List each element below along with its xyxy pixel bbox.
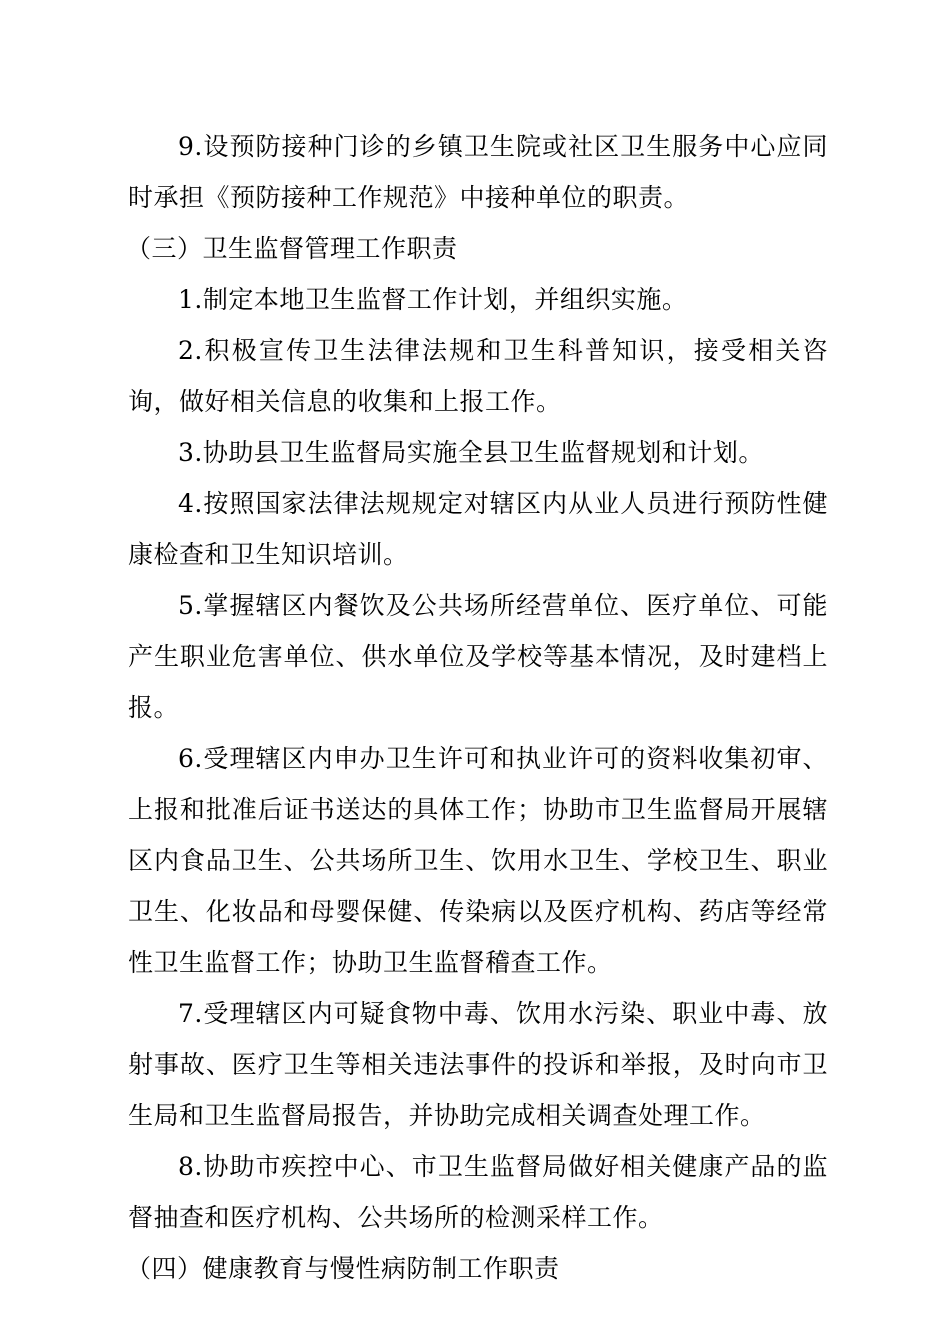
paragraph-item-4: 4.按照国家法律法规规定对辖区内从业人员进行预防性健康检查和卫生知识培训。 [128, 489, 828, 569]
paragraph-item-5: 5.掌握辖区内餐饮及公共场所经营单位、医疗单位、可能产生职业危害单位、供水单位及学校等基本情况，及时建档上报。 [128, 591, 828, 722]
paragraph-item-8: 8.协助市疾控中心、市卫生监督局做好相关健康产品的监督抽查和医疗机构、公共场所的检测采样工作。 [128, 1152, 828, 1232]
paragraph-item-1: 1.制定本地卫生监督工作计划，并组织实施。 [178, 285, 688, 314]
document-body [128, 121, 828, 1294]
paragraph-item-6: 6.受理辖区内申办卫生许可和执业许可的资料收集初审、上报和批准后证书送达的具体工作；协助市卫生监督局开展辖区内食品卫生、公共场所卫生、饮用水卫生、学校卫生、职业卫生、化妆品和母婴保健、传染病以及医疗机构、药店等经常性卫生监督工作；协助卫生监督稽查工作。 [128, 744, 828, 977]
section-heading-3: （三）卫生监督管理工作职责 [126, 234, 458, 263]
paragraph-item-2: 2.积极宣传卫生法律法规和卫生科普知识，接受相关咨询，做好相关信息的收集和上报工作。 [128, 336, 828, 416]
paragraph-item-7: 7.受理辖区内可疑食物中毒、饮用水污染、职业中毒、放射事故、医疗卫生等相关违法事件的投诉和举报，及时向市卫生局和卫生监督局报告，并协助完成相关调查处理工作。 [128, 999, 828, 1130]
paragraph-item-3: 3.协助县卫生监督局实施全县卫生监督规划和计划。 [178, 438, 764, 467]
paragraph-item-9: 9.设预防接种门诊的乡镇卫生院或社区卫生服务中心应同时承担《预防接种工作规范》中接种单位的职责。 [128, 132, 828, 212]
section-heading-4: （四）健康教育与慢性病防制工作职责 [126, 1254, 560, 1283]
